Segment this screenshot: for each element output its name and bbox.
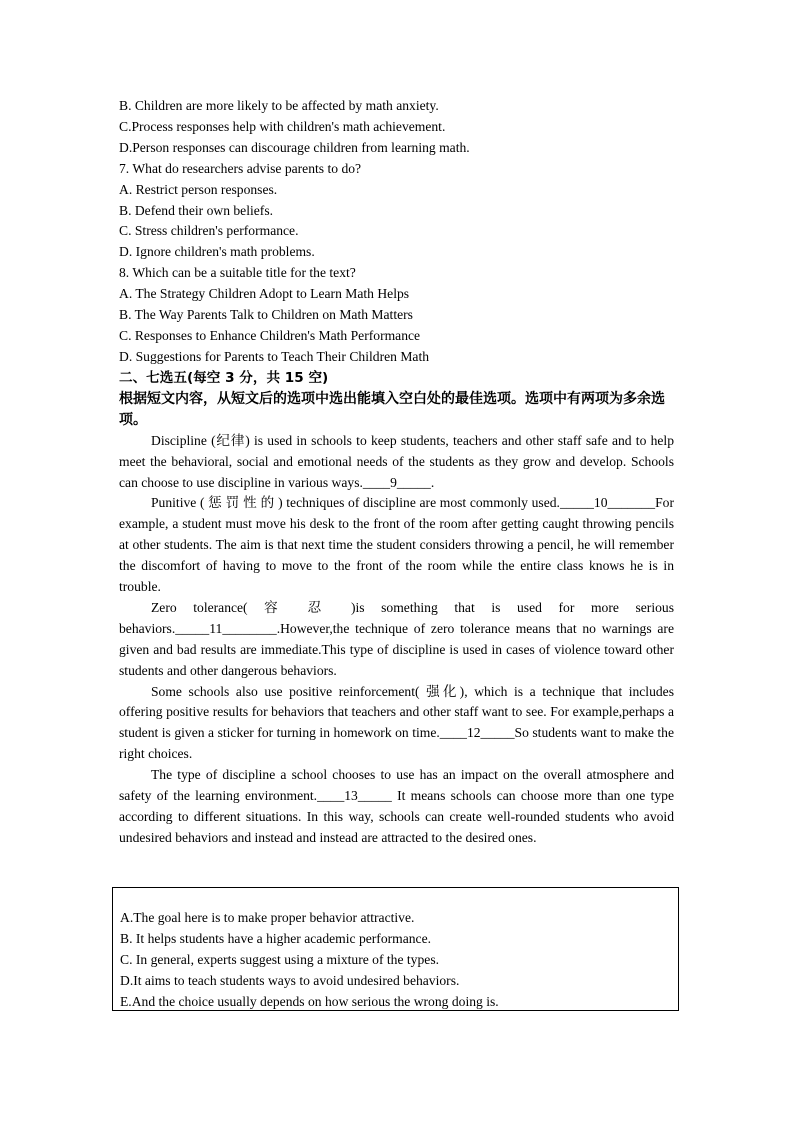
q8-option-a: A. The Strategy Children Adopt to Learn Math Helps	[119, 286, 410, 302]
q7-option-b: B. Defend their own beliefs.	[119, 202, 274, 218]
q7-option-c: C. Stress children's performance.	[119, 223, 299, 239]
q8-stem: 8. Which can be a suitable title for the text?	[119, 265, 356, 281]
passage-paragraph-4: Some schools also use positive reinforcement( 强化), which is a technique that includes offering positive results for behaviors that teachers and other staff want to see. For example,perhaps a student is given a sticker for turning in homework on time.____12_____So students want to make the right choices.	[119, 683, 674, 762]
q6-option-b: B. Children are more likely to be affected by math anxiety.	[119, 98, 439, 113]
passage-paragraph-5: The type of discipline a school chooses to use has an impact on the overall atmosphere and safety of the learning environment.____13_____ It means schools can choose more than one type according to different situations. In this way, schools can create well-rounded students who avoid undesired behaviors and instead and instead are attracted to the desired ones.	[119, 767, 674, 845]
passage-paragraph-2: Punitive ( 惩 罚 性 的 ) techniques of discipline are most commonly used._____10_______For example, a student must move his desk to the front of the room after getting caught throwing pencils at other students. The aim is that next time the student considers throwing a pencil, he will remember the discomfort of having to move to the front of the room while the entire class knows he is in trouble.	[119, 495, 674, 595]
option-b: B. It helps students have a higher academic performance.	[120, 930, 432, 946]
option-c: C. In general, experts suggest using a mixture of the types.	[120, 951, 440, 967]
passage-paragraph-1: Discipline (纪律) is used in schools to keep students, teachers and other staff safe and to help meet the behavioral, social and emotional needs of the students as they grow and develop. Schools can choose to use discipline in various ways.____9_____.	[119, 432, 674, 490]
q8-option-c: C. Responses to Enhance Children's Math Performance	[119, 327, 421, 343]
q7-option-d: D. Ignore children's math problems.	[119, 244, 315, 260]
q6-option-d: D.Person responses can discourage children from learning math.	[119, 139, 470, 155]
document-body	[119, 96, 674, 849]
passage-paragraph-3: Zero tolerance( 容 忍 )is something that is used for more serious behaviors._____11________.However,the technique of zero tolerance means that no warnings are given and bad results are immediate.This type of discipline is used in cases of violence toward other students and other dangerous behaviors.	[119, 599, 674, 678]
options-box	[112, 887, 679, 1011]
option-e: E.And the choice usually depends on how serious the wrong doing is.	[120, 993, 499, 1009]
option-a: A.The goal here is to make proper behavior attractive.	[120, 910, 415, 925]
q6-option-c: C.Process responses help with children's math achievement.	[119, 118, 446, 134]
q8-option-d: D. Suggestions for Parents to Teach Their Children Math	[119, 348, 430, 364]
q7-stem: 7. What do researchers advise parents to do?	[119, 160, 362, 176]
option-d: D.It aims to teach students ways to avoid undesired behaviors.	[120, 972, 460, 988]
section-heading: 二、七选五(每空 3 分，共 15 空)	[119, 369, 329, 386]
section-instruction: 根据短文内容，从短文后的选项中选出能填入空白处的最佳选项。选项中有两项为多余选项。	[119, 390, 665, 428]
q8-option-b: B. The Way Parents Talk to Children on Math Matters	[119, 307, 413, 323]
q7-option-a: A. Restrict person responses.	[119, 181, 278, 197]
